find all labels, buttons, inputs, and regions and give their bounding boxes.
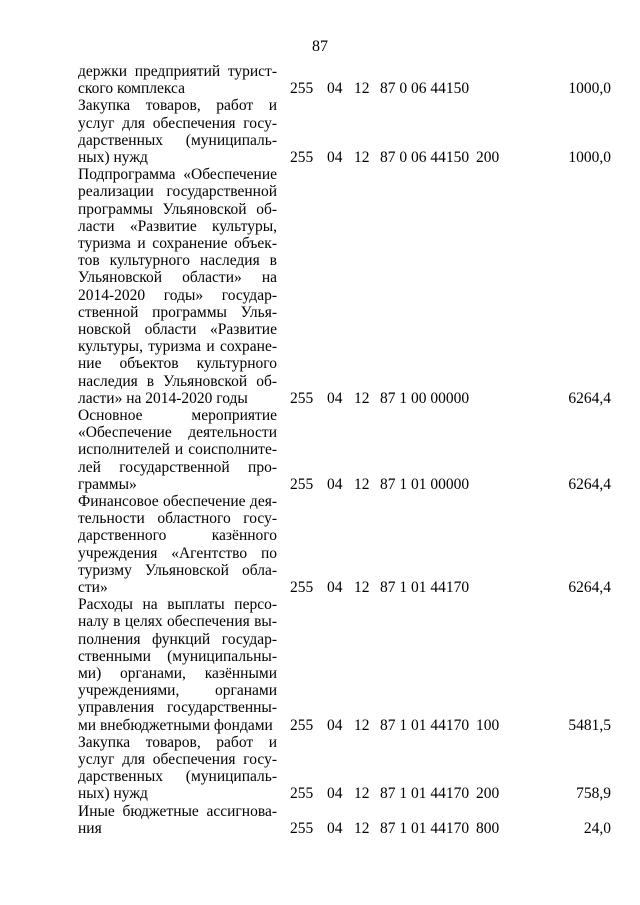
amount-value: 6264,4 <box>568 389 611 407</box>
description-line: Иные бюджетные ассигнова- <box>78 802 277 820</box>
amount-value: 5481,5 <box>568 716 611 734</box>
description-line: Ульяновской области» на <box>78 269 277 287</box>
subsection-code: 12 <box>354 148 370 166</box>
description-line: Расходы на выплаты персо- <box>78 596 277 614</box>
description-line: учреждения «Агентство по <box>78 544 277 562</box>
amount-value: 6264,4 <box>568 475 611 493</box>
target-article-code: 87 0 06 44150 <box>380 80 470 98</box>
description-line: ственными (муниципальны- <box>78 647 277 665</box>
expense-type-code: 800 <box>476 819 500 837</box>
section-code: 04 <box>327 819 343 837</box>
description-line: Основное мероприятие <box>78 407 277 424</box>
subsection-code: 12 <box>354 389 370 407</box>
description-line: ственной программы Улья- <box>78 303 277 321</box>
description-line: дарственных (муниципаль- <box>78 768 277 786</box>
row-description <box>78 407 277 493</box>
row-description <box>78 166 277 407</box>
section-code: 04 <box>327 785 343 803</box>
description-line: услуг для обеспечения госу- <box>78 751 277 768</box>
description-line: «Обеспечение деятельности <box>78 424 277 442</box>
description-line: ми внебюджетными фондами <box>78 716 273 734</box>
expense-type-code: 200 <box>476 785 500 803</box>
description-line: ние объектов культурного <box>78 355 277 373</box>
description-line: ласти «Развитие культуры, <box>78 217 277 235</box>
description-line: культуры, туризма и сохране- <box>78 338 277 356</box>
description-line: Финансовое обеспечение дея- <box>78 493 277 510</box>
row-description <box>78 596 277 734</box>
amount-value: 24,0 <box>583 819 611 837</box>
description-line: ласти» на 2014-2020 годы <box>78 389 248 407</box>
page-number: 87 <box>312 38 328 55</box>
description-line: ми) органами, казёнными <box>78 665 277 682</box>
subsection-code: 12 <box>354 716 370 734</box>
description-line: Подпрограмма «Обеспечение <box>78 166 277 184</box>
description-line: реализации государственной <box>78 183 277 201</box>
description-line: программы Ульяновской об- <box>78 200 277 218</box>
subsection-code: 12 <box>354 819 370 837</box>
ministry-code: 255 <box>290 389 314 407</box>
ministry-code: 255 <box>290 785 314 803</box>
row-description <box>78 493 277 596</box>
description-line: новской области «Развитие <box>78 321 277 339</box>
ministry-code: 255 <box>290 819 314 837</box>
amount-value: 758,9 <box>576 785 611 803</box>
amount-value: 6264,4 <box>568 579 611 596</box>
ministry-code: 255 <box>290 579 314 596</box>
target-article-code: 87 1 00 00000 <box>380 389 470 407</box>
target-article-code: 87 1 01 44170 <box>380 819 470 837</box>
amount-value: 1000,0 <box>568 80 611 98</box>
description-line: дарственных (муниципаль- <box>78 131 277 149</box>
description-line: тов культурного наследия в <box>78 252 277 270</box>
description-line: наследия в Ульяновской об- <box>78 372 277 390</box>
description-line: ния <box>78 819 102 837</box>
row-description <box>78 63 277 97</box>
row-description <box>78 803 277 837</box>
description-line: услуг для обеспечения госу- <box>78 114 277 132</box>
description-line: Закупка товаров, работ и <box>78 97 277 115</box>
expense-type-code: 100 <box>476 716 500 734</box>
section-code: 04 <box>327 80 343 98</box>
target-article-code: 87 1 01 00000 <box>380 475 470 493</box>
description-line: ных) нужд <box>78 785 148 803</box>
description-line: Закупка товаров, работ и <box>78 733 277 751</box>
target-article-code: 87 0 06 44150 <box>380 148 470 166</box>
section-code: 04 <box>327 579 343 596</box>
ministry-code: 255 <box>290 148 314 166</box>
description-line: держки предприятий турист- <box>78 63 277 80</box>
subsection-code: 12 <box>354 785 370 803</box>
description-line: туризма и сохранение объек- <box>78 235 277 252</box>
description-line: полнения функций государ- <box>78 630 277 648</box>
description-line: граммы» <box>78 475 137 493</box>
description-line: туризму Ульяновской обла- <box>78 561 277 579</box>
description-line: 2014-2020 годы» государ- <box>78 286 277 304</box>
description-line: исполнителей и соисполните- <box>78 441 277 459</box>
target-article-code: 87 1 01 44170 <box>380 716 470 734</box>
description-line: ского комплекса <box>78 80 185 98</box>
ministry-code: 255 <box>290 475 314 493</box>
amount-value: 1000,0 <box>568 148 611 166</box>
description-line: лей государственной про- <box>78 458 277 476</box>
target-article-code: 87 1 01 44170 <box>380 579 470 596</box>
description-line: тельности областного госу- <box>78 510 277 528</box>
section-code: 04 <box>327 148 343 166</box>
ministry-code: 255 <box>290 716 314 734</box>
section-code: 04 <box>327 475 343 493</box>
row-description <box>78 97 277 166</box>
row-description <box>78 734 277 803</box>
ministry-code: 255 <box>290 80 314 98</box>
section-code: 04 <box>327 716 343 734</box>
description-line: управления государственны- <box>78 699 277 717</box>
expense-type-code: 200 <box>476 148 500 166</box>
description-line: ных) нужд <box>78 149 148 166</box>
description-line: учреждениями, органами <box>78 682 277 700</box>
description-line: сти» <box>78 579 108 597</box>
subsection-code: 12 <box>354 475 370 493</box>
subsection-code: 12 <box>354 579 370 596</box>
subsection-code: 12 <box>354 80 370 98</box>
target-article-code: 87 1 01 44170 <box>380 785 470 803</box>
section-code: 04 <box>327 389 343 407</box>
description-line: налу в целях обеспечения вы- <box>78 613 277 631</box>
description-line: дарственного казённого <box>78 527 277 545</box>
